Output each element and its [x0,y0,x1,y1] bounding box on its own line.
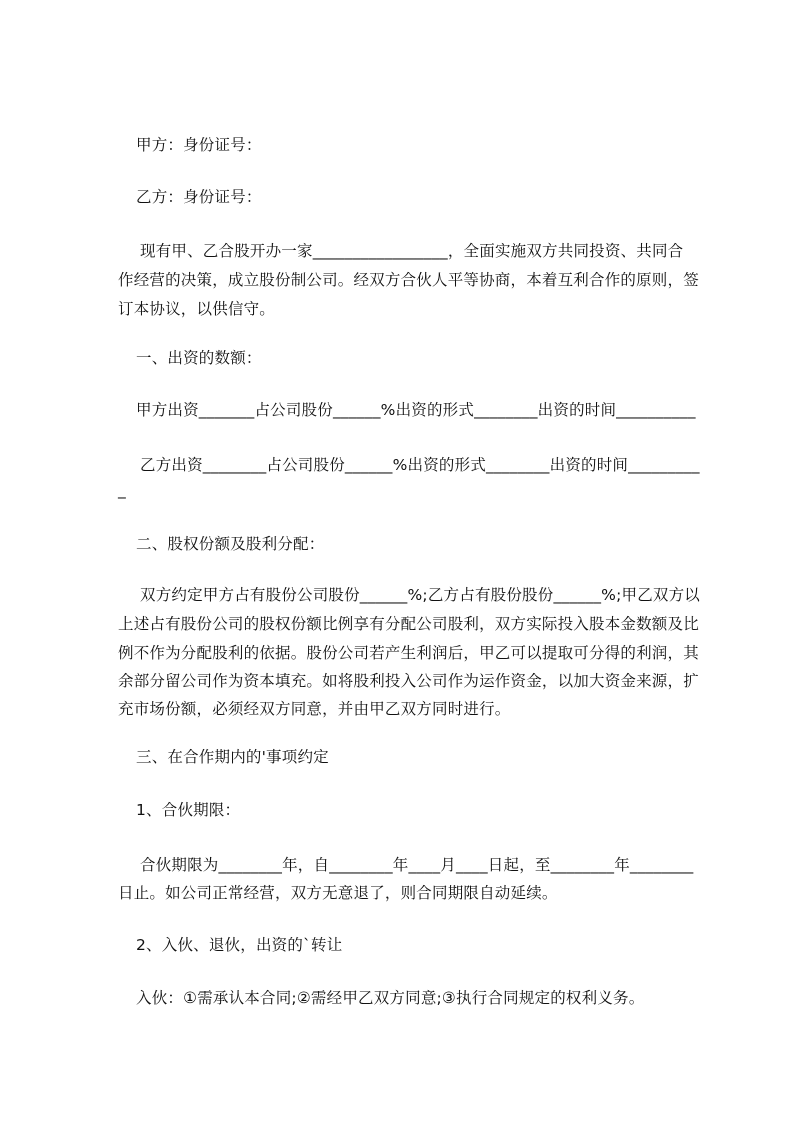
section-3-heading: 三、在合作期内的'事项约定 [136,748,329,766]
equity-paragraph-line-1: 双方约定甲方占有股份公司股份______%;乙方占有股份股份______%;甲乙双方以 [140,586,701,604]
section-2-heading: 二、股权份额及股利分配： [136,535,325,553]
intro-paragraph-line-1: 现有甲、乙合股开办一家_________________，全面实施双方共同投资、共同合 [140,242,684,260]
partnership-term-heading: 1、合伙期限： [136,801,241,819]
party-b-id-line: 乙方：身份证号： [136,188,262,206]
equity-paragraph-line-3: 例不作为分配股利的依据。股份公司若产生利润后，甲乙可以提取可分得的利润，其 [118,644,699,662]
partnership-term-line-2: 日止。如公司正常经营，双方无意退了，则合同期限自动延续。 [118,884,558,902]
intro-paragraph-line-3: 订本协议，以供信守。 [118,300,276,318]
equity-paragraph-line-4: 余部分留公司作为资本填充。如将股利投入公司作为运作资金，以加大资金来源，扩 [118,672,699,690]
party-a-investment-line: 甲方出资_______占公司股份______%出资的形式________出资的时间__________ [136,401,696,419]
partnership-term-line-1: 合伙期限为________年，自________年____月____日起，至________年________ [140,856,694,874]
party-b-investment-line: 乙方出资________占公司股份______%出资的形式________出资的时间_________ [140,456,700,474]
equity-paragraph-line-2: 上述占有股份公司的股权份额比例享有分配公司股利，双方实际投入股本金数额及比 [118,615,699,633]
party-b-investment-line-tail: _ [118,481,126,499]
admission-withdrawal-heading: 2、入伙、退伙，出资的`转让 [136,936,343,954]
section-1-heading: 一、出资的数额： [136,349,262,367]
equity-paragraph-line-5: 充市场份额，必须经双方同意，并由甲乙双方同时进行。 [118,700,511,718]
intro-paragraph-line-2: 作经营的决策，成立股份制公司。经双方合伙人平等协商，本着互利合作的原则，签 [118,271,699,289]
admission-conditions-line: 入伙：①需承认本合同;②需经甲乙双方同意;③执行合同规定的权利义务。 [136,989,645,1007]
party-a-id-line: 甲方：身份证号： [136,136,262,154]
